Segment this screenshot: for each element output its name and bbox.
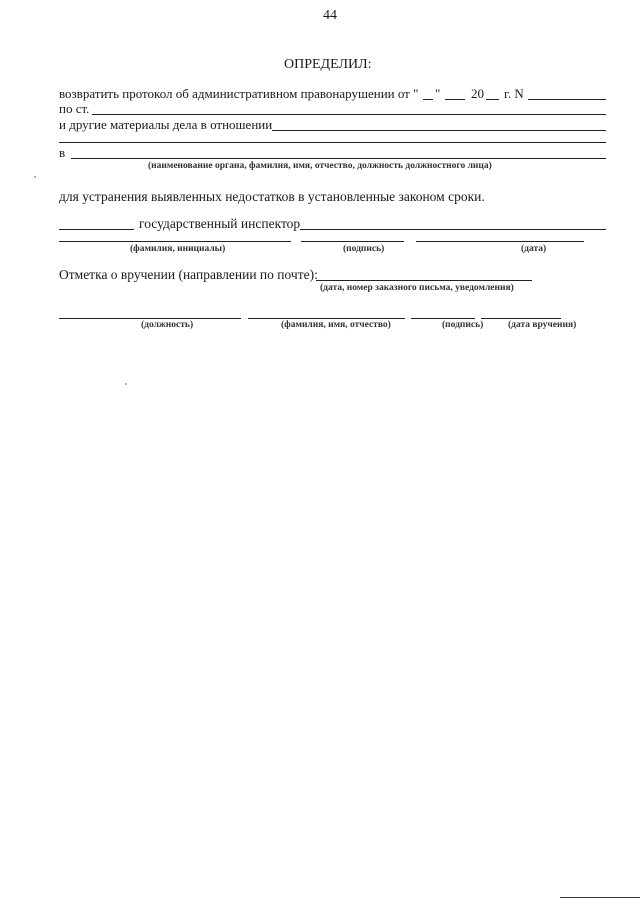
- article-field[interactable]: [92, 114, 606, 115]
- delivery-label: Отметка о вручении (направлении по почте):: [59, 267, 318, 282]
- in-respect-of-field[interactable]: [272, 130, 606, 131]
- quote-close: ": [435, 86, 441, 101]
- inspector-rank-field[interactable]: [59, 229, 134, 230]
- receipt-date-field[interactable]: [481, 318, 561, 319]
- scan-edge-line: [560, 897, 640, 898]
- inspector-signature-caption: (подпись): [343, 244, 385, 254]
- year-field[interactable]: [486, 99, 499, 100]
- receipt-name-caption: (фамилия, имя, отчество): [281, 320, 391, 330]
- scan-speck: [34, 176, 36, 178]
- inspector-name-caption: (фамилия, инициалы): [130, 244, 226, 254]
- page-number: 44: [323, 8, 337, 23]
- inspector-date-caption: (дата): [521, 244, 547, 254]
- receipt-name-field[interactable]: [248, 318, 405, 319]
- authority-field[interactable]: [71, 158, 606, 159]
- inspector-name-field[interactable]: [59, 241, 291, 242]
- month-field[interactable]: [445, 99, 465, 100]
- scan-speck: [125, 383, 127, 385]
- purpose-text: для устранения выявленных недостатков в установленные законом сроки.: [59, 189, 485, 204]
- receipt-signature-field[interactable]: [411, 318, 475, 319]
- year-prefix: 20: [471, 86, 484, 101]
- other-materials-label: и другие материалы дела в отношении: [59, 117, 273, 132]
- delivery-caption: (дата, номер заказного письма, уведомления): [320, 283, 514, 293]
- delivery-field[interactable]: [316, 280, 532, 281]
- inspector-field[interactable]: [300, 229, 606, 230]
- inspector-signature-field[interactable]: [301, 241, 404, 242]
- authority-caption: (наименование органа, фамилия, имя, отчество, должность должностного лица): [148, 161, 492, 171]
- number-label: г. N: [504, 86, 524, 101]
- article-label: по ст.: [59, 101, 90, 116]
- receipt-signature-caption: (подпись): [442, 320, 484, 330]
- receipt-date-caption: (дата вручения): [508, 320, 577, 330]
- return-protocol-text: возвратить протокол об административном правонарушении от ": [59, 86, 419, 101]
- inspector-label: государственный инспектор: [139, 216, 301, 231]
- day-field[interactable]: [423, 99, 433, 100]
- blank-line[interactable]: [59, 142, 606, 143]
- receipt-position-caption: (должность): [141, 320, 194, 330]
- inspector-date-field[interactable]: [416, 241, 584, 242]
- protocol-number-field[interactable]: [528, 99, 606, 100]
- receipt-position-field[interactable]: [59, 318, 241, 319]
- to-label: в: [59, 145, 66, 160]
- page-heading: ОПРЕДЕЛИЛ:: [284, 57, 372, 72]
